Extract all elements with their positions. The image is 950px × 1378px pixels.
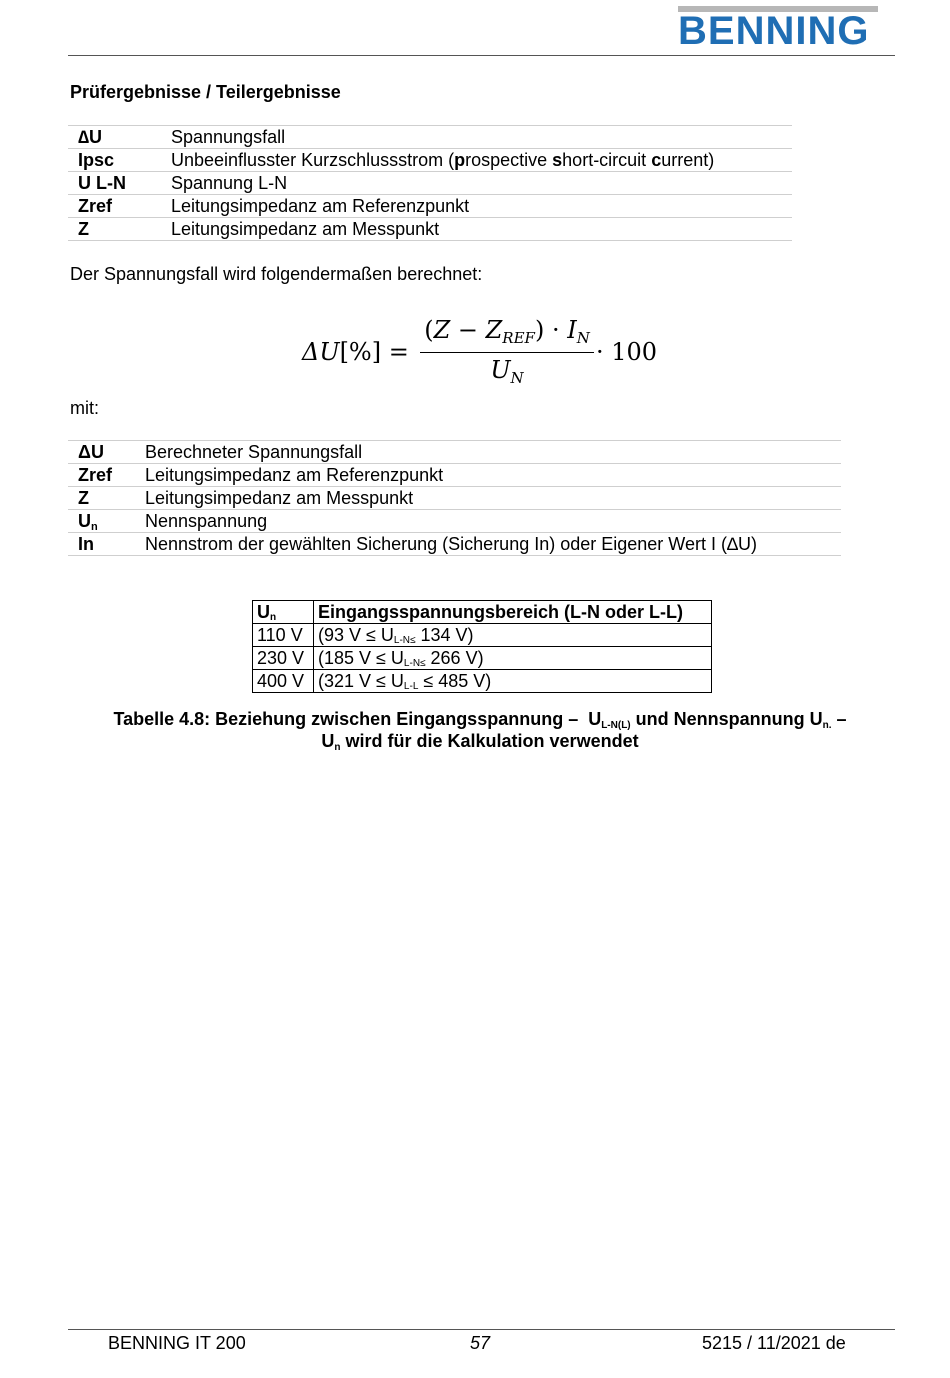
- table-row: [253, 624, 712, 647]
- table-row: [253, 647, 712, 670]
- table-row: [68, 126, 792, 149]
- table-row: [68, 533, 841, 556]
- term-description: Leitungsimpedanz am Referenzpunkt: [161, 195, 792, 218]
- page-number: 57: [470, 1333, 491, 1353]
- variable-symbol: Z: [68, 487, 135, 510]
- formula-rhs: · 100: [596, 338, 658, 366]
- footer-doc-ref: 5215 / 11/2021 de: [702, 1333, 846, 1353]
- table-row: [68, 172, 792, 195]
- table-row: [68, 464, 841, 487]
- voltage-drop-formula: [300, 316, 670, 392]
- header-nominal-voltage: $U_n$: [253, 601, 314, 624]
- nominal-voltage-cell: 230 V: [253, 647, 314, 670]
- footer-product: BENNING IT 200: [108, 1333, 246, 1353]
- formula-denominator: $U_N$: [490, 356, 524, 387]
- footer-divider: [68, 1329, 895, 1330]
- term-description: Spannung L-N: [161, 172, 792, 195]
- term-symbol: ∆U: [68, 126, 161, 149]
- table-row: [253, 670, 712, 693]
- section-heading: Prüfergebnisse / Teilergebnisse: [70, 82, 341, 102]
- input-range-cell: (321 $V \le U_{L-L} \le 485$ V): [314, 670, 712, 693]
- variable-symbol: ΔU: [68, 441, 135, 464]
- variable-description: Nennspannung: [135, 510, 841, 533]
- variable-description: Leitungsimpedanz am Referenzpunkt: [135, 464, 841, 487]
- variable-description: Berechneter Spannungsfall: [135, 441, 841, 464]
- brand-logo: BENNING: [678, 9, 870, 53]
- input-range-cell: (93 $V \le U_{L-N\le}$ 134 V): [314, 624, 712, 647]
- variable-description: Leitungsimpedanz am Messpunkt: [135, 487, 841, 510]
- variable-symbol: Zref: [68, 464, 135, 487]
- fraction-bar: [420, 352, 594, 353]
- table-row: [68, 441, 841, 464]
- nominal-voltage-cell: 400 V: [253, 670, 314, 693]
- results-definition-table: [68, 125, 792, 241]
- table-row: [68, 510, 841, 533]
- variable-symbol: $U_n$: [68, 510, 135, 533]
- term-description: Spannungsfall: [161, 126, 792, 149]
- calculation-intro: Der Spannungsfall wird folgendermaßen berechnet:: [70, 264, 483, 284]
- table-row: [68, 218, 792, 241]
- nominal-voltage-cell: 110 V: [253, 624, 314, 647]
- formula-lhs: ΔU[%] =: [302, 338, 409, 366]
- variables-definition-table: [68, 440, 841, 556]
- term-description: Leitungsimpedanz am Messpunkt: [161, 218, 792, 241]
- variable-description: Nennstrom der gewählten Sicherung (Sicherung In) oder Eigener Wert I (∆U): [135, 533, 841, 556]
- term-symbol: Zref: [68, 195, 161, 218]
- term-symbol: U L-N: [68, 172, 161, 195]
- table-row: [68, 487, 841, 510]
- table-caption: Tabelle 4.8: Beziehung zwischen Eingangsspannung – $U_{L-N(L)}$ und Nennspannung $U_{n.}$ – $U_n$ wird für die Kalkulation verwendet: [113, 709, 847, 753]
- with-label: mit:: [70, 398, 99, 418]
- variable-symbol: In: [68, 533, 135, 556]
- input-range-cell: (185 $V \le U_{L-N\le}$ 266 V): [314, 647, 712, 670]
- table-row: [68, 149, 792, 172]
- table-header-row: [253, 601, 712, 624]
- header-input-range: Eingangsspannungsbereich (L-N oder L-L): [314, 601, 712, 624]
- term-symbol: Ipsc: [68, 149, 161, 172]
- header-divider: [68, 55, 895, 56]
- table-row: [68, 195, 792, 218]
- voltage-range-table: [252, 600, 712, 693]
- term-symbol: Z: [68, 218, 161, 241]
- term-description: Unbeeinflusster Kurzschlussstrom (prospective short-circuit current): [161, 149, 792, 172]
- formula-numerator: $(Z - Z_{REF}) \cdot I_N$: [424, 316, 590, 347]
